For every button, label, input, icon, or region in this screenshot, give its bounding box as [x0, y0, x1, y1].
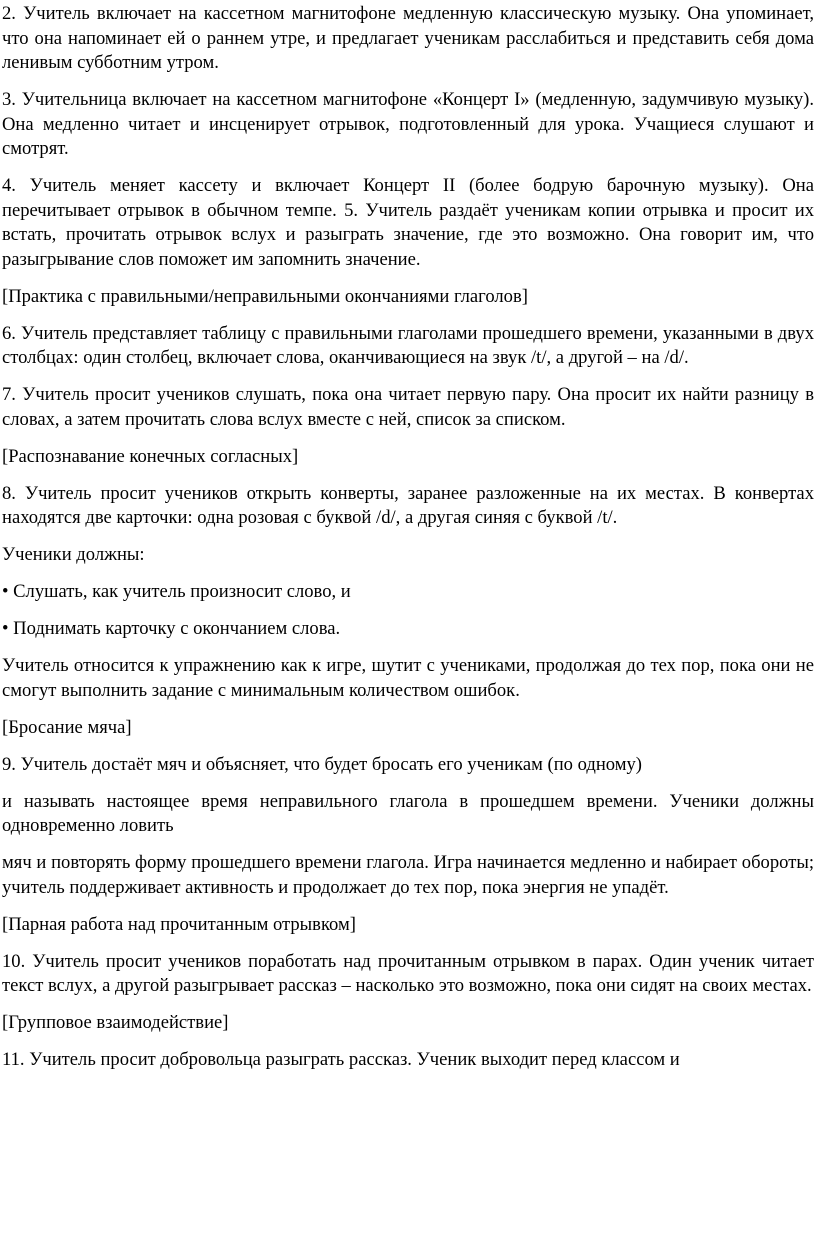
paragraph-students-must: Ученики должны:: [2, 544, 145, 565]
bullet-item-raise-card: • Поднимать карточку с окончанием слова.: [2, 618, 341, 639]
paragraph-step-8: 8. Учитель просит учеников открыть конверты, заранее разложенные на их местах. В конвертах находятся две карточки: одна розовая с буквой /d/, а другая синяя с буквой /t/.: [2, 482, 814, 528]
paragraph-step-7: 7. Учитель просит учеников слушать, пока она читает первую пару. Она просит их найти разницу в словах, а затем прочитать слова вслух вместе с ней, список за списком.: [2, 384, 814, 430]
section-heading-final-consonants: [Распознавание конечных согласных]: [2, 445, 299, 467]
paragraph-step-10: 10. Учитель просит учеников поработать над прочитанным отрывком в парах. Один ученик читает текст вслух, а другой разыгрывает рассказ – насколько это возможно, пока они сидят на своих местах.: [2, 950, 814, 996]
paragraph-game-note: Учитель относится к упражнению как к игре, шутит с учениками, продолжая до тех пор, пока они не смогут выполнить задание с минимальным количеством ошибок.: [2, 655, 814, 701]
paragraph-step-4-5: 4. Учитель меняет кассету и включает Концерт II (более бодрую барочную музыку). Она перечитывает отрывок в обычном темпе. 5. Учитель раздаёт ученикам копии отрывка и просит их встать, прочитать отрывок вслух и разыграть значение, где это возможно. Она говорит им, что разыгрывание слов поможет им запомнить значение.: [2, 175, 814, 270]
section-heading-group-interaction: [Групповое взаимодействие]: [2, 1012, 229, 1033]
section-heading-verb-endings: [Практика с правильными/неправильными окончаниями глаголов]: [2, 285, 528, 307]
paragraph-step-9-continued: и называть настоящее время неправильного глагола в прошедшем времени. Ученики должны одновременно ловить: [2, 790, 814, 836]
paragraph-step-11: 11. Учитель просит добровольца разыграть рассказ. Ученик выходит перед классом и: [2, 1049, 680, 1070]
paragraph-step-3: 3. Учительница включает на кассетном магнитофоне «Концерт I» (медленную, задумчивую музыку). Она медленно читает и инсценирует отрывок, подготовленный для урока. Учащиеся слушают и смотрят.: [2, 89, 814, 159]
paragraph-step-2: 2. Учитель включает на кассетном магнитофоне медленную классическую музыку. Она упоминает, что она напоминает ей о раннем утре, и предлагает ученикам расслабиться и представить себя дома ленивым субботним утром.: [2, 3, 814, 73]
bullet-item-listen: • Слушать, как учитель произносит слово, и: [2, 581, 351, 602]
paragraph-step-9-ball: мяч и повторять форму прошедшего времени глагола. Игра начинается медленно и набирает обороты; учитель поддерживает активность и продолжает до тех пор, пока энергия не упадёт.: [2, 852, 814, 898]
paragraph-step-9: 9. Учитель достаёт мяч и объясняет, что будет бросать его ученикам (по одному): [2, 753, 642, 775]
section-heading-ball-toss: [Бросание мяча]: [2, 716, 132, 738]
section-heading-pair-work: [Парная работа над прочитанным отрывком]: [2, 913, 356, 935]
paragraph-step-6: 6. Учитель представляет таблицу с правильными глаголами прошедшего времени, указанными в двух столбцах: один столбец, включает слова, оканчивающиеся на звук /t/, а другой – на /d/.: [2, 322, 814, 368]
